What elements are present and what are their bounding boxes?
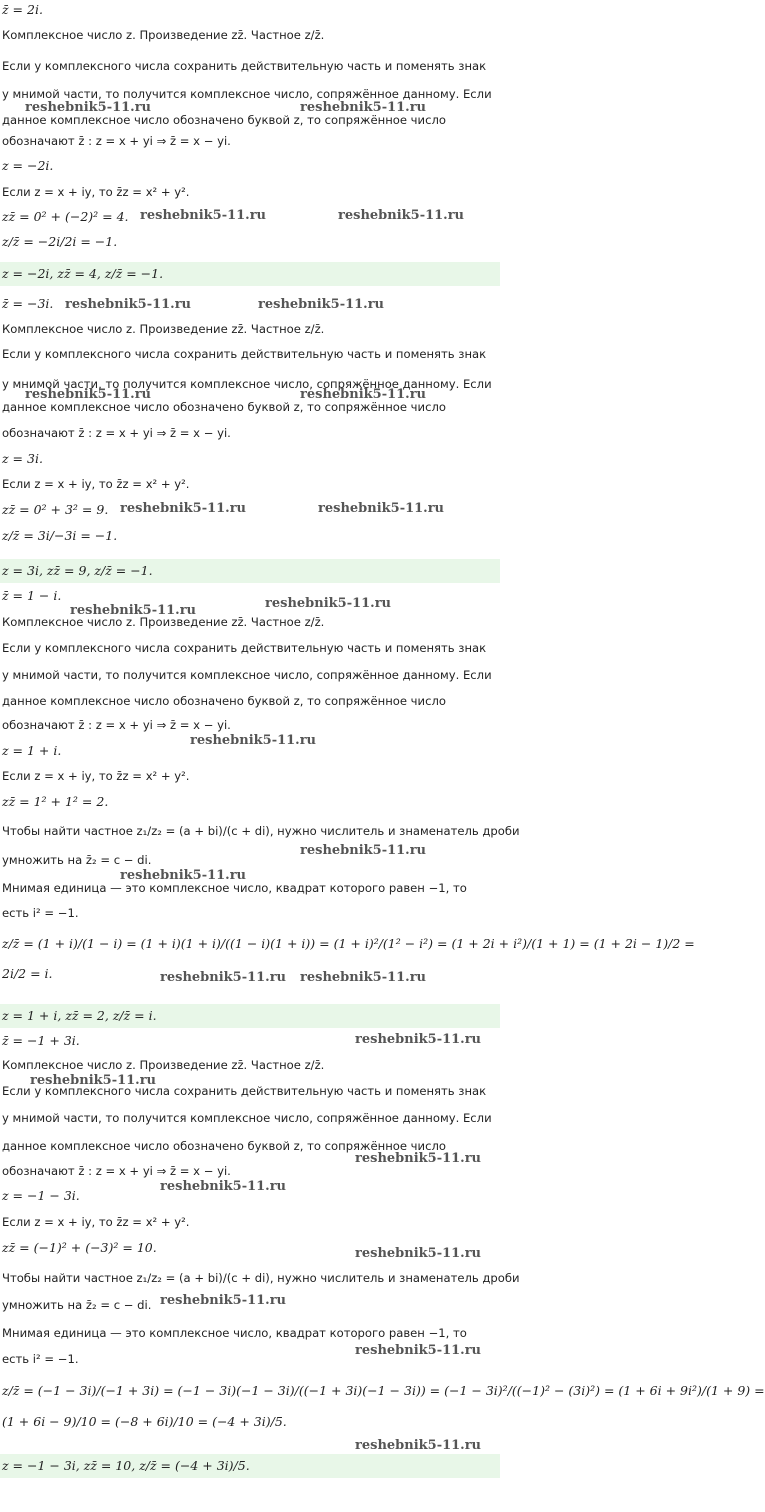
watermark: reshebnik5-11.ru [160,1179,287,1194]
text-line: у мнимой части, то получится комплексное число, сопряжённое данному. Если [2,1111,492,1125]
math-line: zz̄ = 1² + 1² = 2. [2,794,109,809]
answer-line: z = 1 + i, zz̄ = 2, z/z̄ = i. [0,1004,500,1028]
text-line: у мнимой части, то получится комплексное число, сопряжённое данному. Если [2,377,492,391]
math-line: zz̄ = 0² + 3² = 9. [2,502,109,517]
watermark: reshebnik5-11.ru [300,843,427,858]
watermark: reshebnik5-11.ru [355,1438,482,1453]
watermark: reshebnik5-11.ru [300,970,427,985]
text-line: Мнимая единица — это комплексное число, квадрат которого равен −1, то [2,1326,467,1340]
text-line: Комплексное число z. Произведение zz̄. Частное z/z̄. [2,322,325,336]
math-line: (1 + 6i − 9)/10 = (−8 + 6i)/10 = (−4 + 3i)/5. [2,1414,287,1429]
math-line: 2i/2 = i. [2,966,53,981]
math-line: z̄ = −1 + 3i. [2,1033,80,1048]
watermark: reshebnik5-11.ru [355,1032,482,1047]
watermark: reshebnik5-11.ru [70,603,197,618]
watermark: reshebnik5-11.ru [140,208,267,223]
math-line: z = −2i. [2,158,54,173]
math-line: z̄ = −3i. [2,296,54,311]
text-line: данное комплексное число обозначено буквой z, то сопряжённое число [2,1139,446,1153]
answer-line: z = 3i, zz̄ = 9, z/z̄ = −1. [0,559,500,583]
watermark: reshebnik5-11.ru [355,1151,482,1166]
text-line: у мнимой части, то получится комплексное число, сопряжённое данному. Если [2,87,492,101]
watermark: reshebnik5-11.ru [355,1246,482,1261]
math-line: zz̄ = 0² + (−2)² = 4. [2,209,129,224]
watermark: reshebnik5-11.ru [265,596,392,611]
answer-line: z = −1 − 3i, zz̄ = 10, z/z̄ = (−4 + 3i)/5. [0,1454,500,1478]
text-line: обозначают z̄ : z = x + yi ⇒ z̄ = x − yi. [2,426,231,440]
text-line: у мнимой части, то получится комплексное число, сопряжённое данному. Если [2,668,492,682]
text-line: Чтобы найти частное z₁/z₂ = (a + bi)/(c + di), нужно числитель и знаменатель дроби [2,1271,520,1285]
watermark: reshebnik5-11.ru [258,297,385,312]
watermark: reshebnik5-11.ru [190,733,317,748]
text-line: Комплексное число z. Произведение zz̄. Частное z/z̄. [2,1058,325,1072]
text-line: есть i² = −1. [2,906,79,920]
text-line: Если z = x + iy, то z̄z = x² + y². [2,477,190,491]
math-line: z̄ = 1 − i. [2,588,62,603]
math-line: zz̄ = (−1)² + (−3)² = 10. [2,1240,157,1255]
watermark: reshebnik5-11.ru [318,501,445,516]
text-line: данное комплексное число обозначено буквой z, то сопряжённое число [2,694,446,708]
math-line: z = −1 − 3i. [2,1188,80,1203]
text-line: Если у комплексного числа сохранить действительную часть и поменять знак [2,1084,487,1098]
watermark: reshebnik5-11.ru [65,297,192,312]
text-line: Комплексное число z. Произведение zz̄. Частное z/z̄. [2,615,325,629]
watermark: reshebnik5-11.ru [160,970,287,985]
watermark: reshebnik5-11.ru [300,100,427,115]
watermark: reshebnik5-11.ru [160,1293,287,1308]
text-line: Комплексное число z. Произведение zz̄. Частное z/z̄. [2,28,325,42]
text-line: данное комплексное число обозначено буквой z, то сопряжённое число [2,113,446,127]
watermark: reshebnik5-11.ru [300,387,427,402]
text-line: Если у комплексного числа сохранить действительную часть и поменять знак [2,347,487,361]
text-line: Мнимая единица — это комплексное число, квадрат которого равен −1, то [2,881,467,895]
text-line: Если у комплексного числа сохранить действительную часть и поменять знак [2,641,487,655]
watermark: reshebnik5-11.ru [120,868,247,883]
watermark: reshebnik5-11.ru [355,1343,482,1358]
watermark: reshebnik5-11.ru [30,1073,157,1088]
math-line: z/z̄ = 3i/−3i = −1. [2,528,118,543]
math-line: z = 1 + i. [2,743,62,758]
math-line: z/z̄ = (−1 − 3i)/(−1 + 3i) = (−1 − 3i)(−1 − 3i)/((−1 + 3i)(−1 − 3i)) = (−1 − 3i)²/((−1)² − (3i)²) = (1 + 6i + 9i²)/(1 + 9) = [2,1383,765,1398]
text-line: данное комплексное число обозначено буквой z, то сопряжённое число [2,400,446,414]
math-line: z̄ = 2i. [2,2,43,17]
text-line: обозначают z̄ : z = x + yi ⇒ z̄ = x − yi. [2,1164,231,1178]
text-line: Если z = x + iy, то z̄z = x² + y². [2,185,190,199]
watermark: reshebnik5-11.ru [338,208,465,223]
text-line: есть i² = −1. [2,1352,79,1366]
answer-line: z = −2i, zz̄ = 4, z/z̄ = −1. [0,262,500,286]
text-line: умножить на z̄₂ = c − di. [2,853,152,867]
watermark: reshebnik5-11.ru [25,100,152,115]
text-line: Если z = x + iy, то z̄z = x² + y². [2,1215,190,1229]
text-line: Если у комплексного числа сохранить действительную часть и поменять знак [2,59,487,73]
text-line: обозначают z̄ : z = x + yi ⇒ z̄ = x − yi. [2,718,231,732]
text-line: обозначают z̄ : z = x + yi ⇒ z̄ = x − yi. [2,134,231,148]
text-line: Если z = x + iy, то z̄z = x² + y². [2,769,190,783]
text-line: умножить на z̄₂ = c − di. [2,1298,152,1312]
text-line: Чтобы найти частное z₁/z₂ = (a + bi)/(c + di), нужно числитель и знаменатель дроби [2,824,520,838]
math-line: z = 3i. [2,451,43,466]
watermark: reshebnik5-11.ru [25,387,152,402]
math-line: z/z̄ = −2i/2i = −1. [2,234,118,249]
watermark: reshebnik5-11.ru [120,501,247,516]
math-line: z/z̄ = (1 + i)/(1 − i) = (1 + i)(1 + i)/((1 − i)(1 + i)) = (1 + i)²/(1² − i²) = (1 + 2i + i²)/(1 + 1) = (1 + 2i − 1)/2 = [2,936,695,951]
